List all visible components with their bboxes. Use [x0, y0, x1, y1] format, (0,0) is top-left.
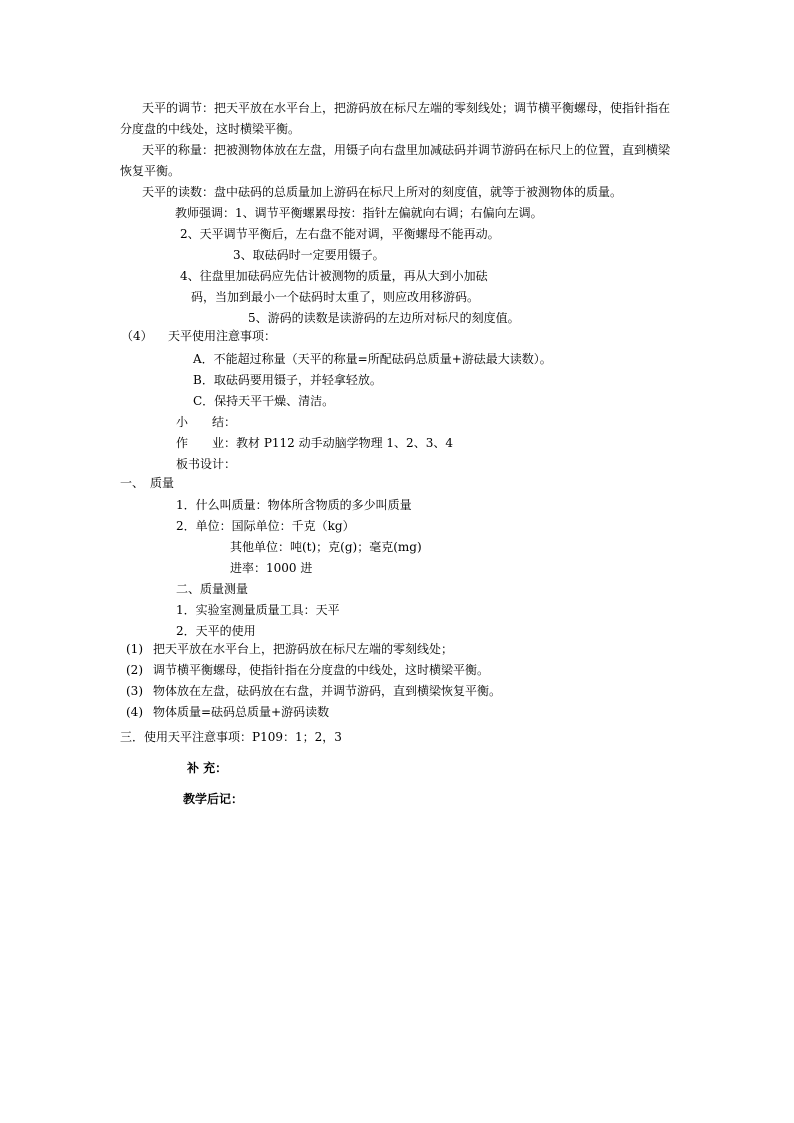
adjust-paragraph-line1: 天平的调节：把天平放在水平台上，把游码放在标尺左端的零刻线处；调节横平衡螺母，使指针指在: [142, 101, 671, 115]
notes-title: 天平使用注意事项：: [168, 329, 277, 343]
supplement-label: 补 充：: [187, 761, 228, 775]
board-other-units: 其他单位：吨(t)；克(g)；毫克(mg): [230, 540, 422, 554]
board-step-num: (1): [126, 642, 143, 656]
notes-item-c: C．保持天平干燥、清洁。: [193, 394, 335, 408]
board-balance-usage: 2．天平的使用: [176, 624, 256, 638]
homework-line: 作 业：教材 P112 动手动脑学物理 1、2、3、4: [176, 436, 453, 450]
board-step-text: 调节横平衡螺母，使指针指在分度盘的中线处，这时横梁平衡。: [153, 663, 490, 677]
teacher-emphasis-5: 5、游码的读数是读游码的左边所对标尺的刻度值。: [248, 311, 520, 325]
notes-number: （4）: [121, 329, 153, 343]
board-heading-measure: 二、质量测量: [176, 582, 249, 596]
read-paragraph: 天平的读数：盘中砝码的总质量加上游码在标尺上所对的刻度值，就等于被测物体的质量。: [142, 185, 623, 199]
board-mass-unit: 2．单位：国际单位：千克（kg）: [176, 519, 355, 533]
teacher-emphasis-4b: 码，当加到最小一个砝码时太重了，则应改用移游码。: [191, 290, 480, 304]
board-design-label: 板书设计：: [176, 457, 237, 471]
board-step-text: 物体质量=砝码总质量+游码读数: [153, 705, 330, 719]
notes-item-b: B．取砝码要用镊子，并轻拿轻放。: [193, 373, 382, 387]
board-measure-tool: 1．实验室测量质量工具：天平: [176, 603, 340, 617]
board-heading-notes: 三．使用天平注意事项：P109：1；2，3: [120, 730, 342, 744]
board-step-text: 物体放在左盘，砝码放在右盘，并调节游码，直到横梁恢复平衡。: [153, 684, 502, 698]
teacher-emphasis-1: 教师强调：1、调节平衡螺累母按：指针左偏就向右调；右偏向左调。: [175, 206, 543, 220]
board-conversion: 进率：1000 进: [230, 561, 313, 575]
board-step-num: (4): [126, 705, 143, 719]
notes-item-a: A．不能超过称量（天平的称量=所配砝码总质量+游砝最大读数）。: [193, 352, 552, 366]
weigh-paragraph-line2: 恢复平衡。: [120, 164, 181, 178]
board-step-text: 把天平放在水平台上，把游码放在标尺左端的零刻线处；: [153, 642, 454, 656]
teacher-emphasis-3: 3、取砝码时一定要用镊子。: [233, 248, 385, 262]
board-step-num: (2): [126, 663, 143, 677]
teacher-emphasis-4a: 4、往盘里加砝码应先估计被测物的质量，再从大到小加砝: [180, 269, 488, 283]
postscript-label: 教学后记：: [183, 792, 244, 806]
teacher-emphasis-2: 2、天平调节平衡后，左右盘不能对调，平衡螺母不能再动。: [180, 227, 500, 241]
adjust-paragraph-line2: 分度盘的中线处，这时横梁平衡。: [120, 122, 301, 136]
board-mass-definition: 1．什么叫质量：物体所含物质的多少叫质量: [176, 498, 412, 512]
board-heading-mass: 一、 质量: [120, 476, 175, 490]
summary-label: 小 结：: [176, 415, 237, 429]
weigh-paragraph-line1: 天平的称量：把被测物体放在左盘，用镊子向右盘里加减砝码并调节游码在标尺上的位置，直到横梁: [142, 143, 671, 157]
board-step-num: (3): [126, 684, 143, 698]
